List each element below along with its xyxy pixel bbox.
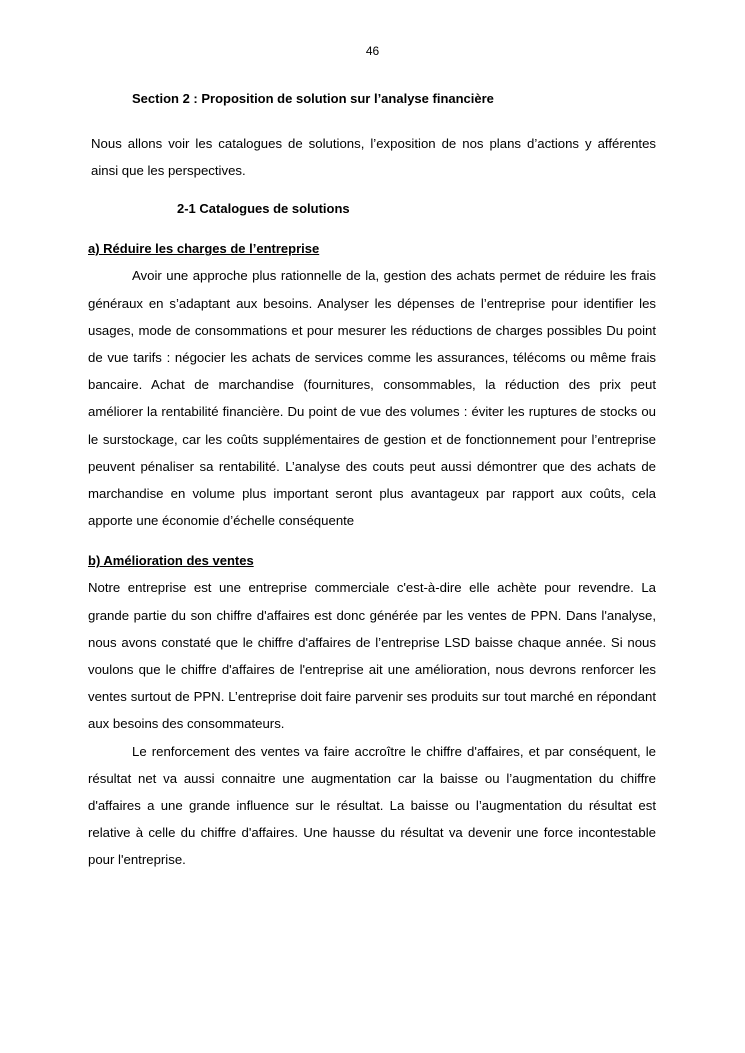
page-content	[88, 86, 656, 874]
intro-paragraph: Nous allons voir les catalogues de solutions, l’exposition de nos plans d’actions y afférentes ainsi que les perspectives.	[91, 136, 656, 179]
section-title: Section 2 : Proposition de solution sur l’analyse financière	[132, 91, 494, 106]
heading-improve-sales: b) Amélioration des ventes	[88, 553, 254, 569]
heading-reduce-charges: a) Réduire les charges de l’entreprise	[88, 241, 320, 257]
subsection-title: 2-1 Catalogues de solutions	[177, 201, 350, 217]
paragraph-sales-2: Le renforcement des ventes va faire accroître le chiffre d'affaires, et par conséquent, le résultat net va aussi connaitre une augmentation car la baisse ou l’augmentation du chiffre d'affaires a une grande influence sur le résultat. La baisse ou l’augmentation du résultat est relative à celle du chiffre d'affaires. Une hausse du résultat va devenir une force incontestable pour l'entreprise.	[88, 743, 656, 868]
paragraph-sales-1: Notre entreprise est une entreprise commerciale c'est-à-dire elle achète pour revendre. La grande partie du son chiffre d'affaires est donc générée par les ventes de PPN. Dans l'analyse, nous avons constaté que le chiffre d'affaires de l’entreprise LSD baisse chaque année. Si nous voulons que le chiffre d'affaires de l'entreprise ait une amélioration, nous devrons renforcer les ventes surtout de PPN. L’entreprise doit faire parvenir ses produits sur tout marché en répondant aux besoins des consommateurs.	[88, 580, 656, 732]
paragraph-reduce-charges: Avoir une approche plus rationnelle de la, gestion des achats permet de réduire les frais généraux en s’adaptant aux besoins. Analyser les dépenses de l’entreprise pour identifier les usages, mode de consommations et pour mesurer les réductions de charges possibles Du point de vue tarifs : négocier les achats de services comme les assurances, télécoms ou même frais bancaire. Achat de marchandise (fournitures, consommables, la réduction des prix peut améliorer la rentabilité financière. Du point de vue des volumes : éviter les ruptures de stocks ou le surstockage, car les coûts supplémentaires de gestion et de fonctionnement pour l’entreprise peuvent pénaliser sa rentabilité. L’analyse des couts peut aussi démontrer que des achats de marchandise en volume plus important seront plus avantageux par rapport aux coûts, cela apporte une économie d’échelle conséquente	[88, 268, 656, 529]
page-number: 46	[365, 44, 380, 58]
